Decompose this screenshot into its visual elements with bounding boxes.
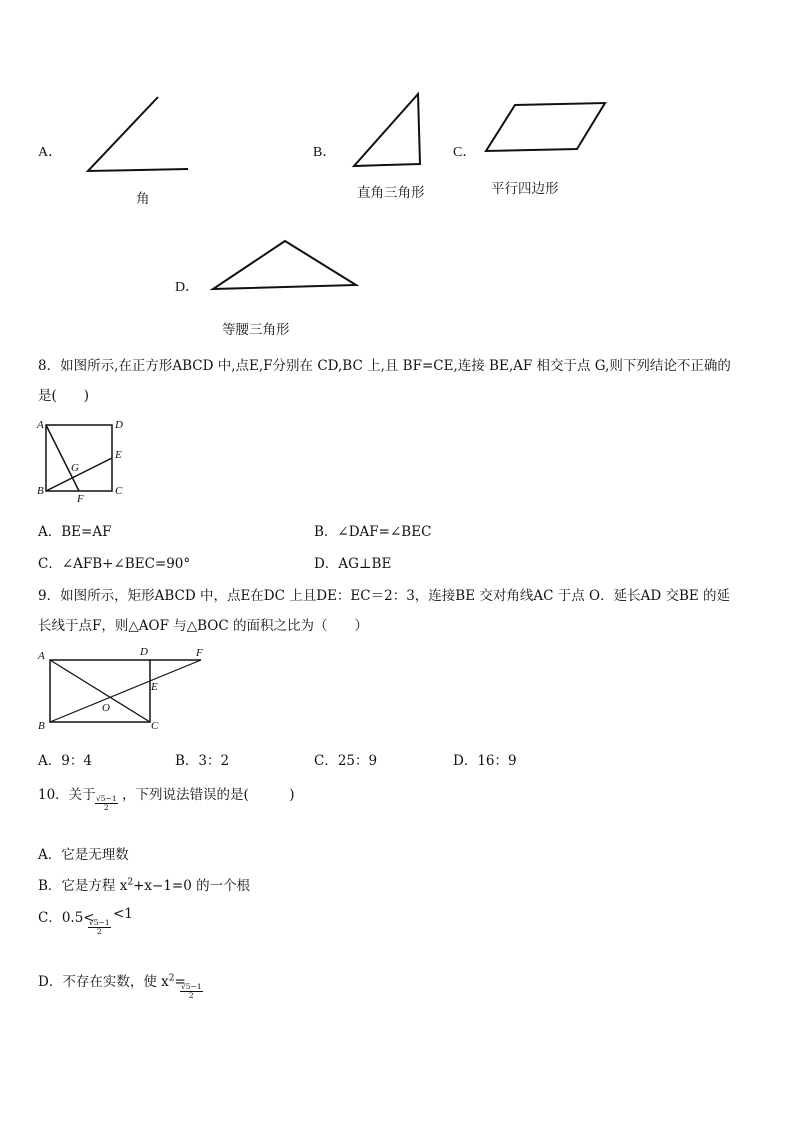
q8-label-f: F — [77, 493, 84, 505]
q10-option-d-text: D．不存在实数，使 x — [38, 974, 169, 990]
q8-label-b: B — [37, 485, 44, 497]
fraction-denominator: 2 — [103, 803, 109, 812]
q10-stem-suffix: ，下列说法错误的是( ) — [122, 787, 295, 803]
q7-option-b-letter: B． — [313, 145, 337, 160]
q10-stem-prefix: 10．关于 — [38, 787, 96, 803]
q10-stem-fraction — [95, 795, 118, 812]
q9-label-a: A — [38, 650, 45, 662]
q9-stem-line1: 9．如图所示，矩形ABCD 中，点E在DC 上且DE：EC＝2：3，连接BE 交对角线AC 于点 O．延长AD 交BE 的延 — [38, 588, 731, 604]
q7-option-d-letter: D． — [175, 280, 200, 295]
q9-option-c: C．25：9 — [314, 753, 378, 769]
q8-option-d: D．AG⊥BE — [314, 556, 392, 572]
q9-label-o: O — [102, 702, 110, 714]
q8-stem-line1: 8．如图所示,在正方形ABCD 中,点E,F分别在 CD,BC 上,且 BF=CE,连接 BE,AF 相交于点 G,则下列结论不正确的 — [38, 358, 731, 374]
q10-option-c-fraction — [88, 919, 111, 936]
q9-option-a: A．9：4 — [38, 753, 92, 769]
q10-option-b-text: B．它是方程 x — [38, 878, 128, 894]
fraction-numerator: √5−1 — [181, 982, 202, 991]
q7-option-c-letter: C． — [453, 145, 477, 160]
q8-label-g: G — [71, 462, 79, 474]
q10-option-c-prefix: C．0.5< — [38, 910, 95, 926]
q8-stem-line2: 是( ) — [38, 388, 90, 404]
q10-option-b — [38, 874, 250, 894]
q8-label-c: C — [115, 485, 123, 497]
q9-option-d: D．16：9 — [453, 753, 517, 769]
q7-option-d-caption: 等腰三角形 — [222, 322, 290, 338]
q8-option-c: C．∠AFB+∠BEC=90° — [38, 556, 191, 572]
q9-label-b: B — [38, 720, 45, 732]
exponent: 2 — [127, 877, 134, 888]
q9-label-d: D — [140, 646, 148, 658]
exponent: 2 — [168, 973, 175, 984]
q7-option-a-letter: A． — [38, 145, 63, 160]
q7-option-b-caption: 直角三角形 — [357, 185, 425, 201]
q10-option-c-suffix: <1 — [113, 906, 133, 922]
q10-option-b-rest: +x−1=0 的一个根 — [133, 878, 251, 894]
q8-option-a: A．BE=AF — [38, 524, 112, 540]
q8-option-b: B．∠DAF=∠BEC — [314, 524, 432, 540]
q8-label-a: A — [37, 419, 44, 431]
fraction-denominator: 2 — [188, 991, 194, 1000]
q7-option-c-caption: 平行四边形 — [491, 181, 559, 197]
q10-option-d — [38, 970, 186, 990]
q9-option-b: B．3：2 — [175, 753, 230, 769]
fraction-numerator: √5−1 — [96, 794, 117, 803]
q8-label-d: D — [115, 419, 123, 431]
q10-option-d-rest: = — [174, 974, 186, 990]
fraction-numerator: √5−1 — [89, 918, 110, 927]
q7-option-a-caption: 角 — [136, 191, 150, 207]
q9-label-f: F — [196, 647, 203, 659]
q8-label-e: E — [115, 449, 122, 461]
q9-label-e: E — [151, 681, 158, 693]
q10-option-d-fraction — [180, 983, 203, 1000]
q10-option-a: A．它是无理数 — [38, 847, 129, 863]
fraction-denominator: 2 — [96, 927, 102, 936]
q9-label-c: C — [151, 720, 159, 732]
q9-stem-line2: 长线于点F，则△AOF 与△BOC 的面积之比为（ ） — [38, 618, 368, 634]
